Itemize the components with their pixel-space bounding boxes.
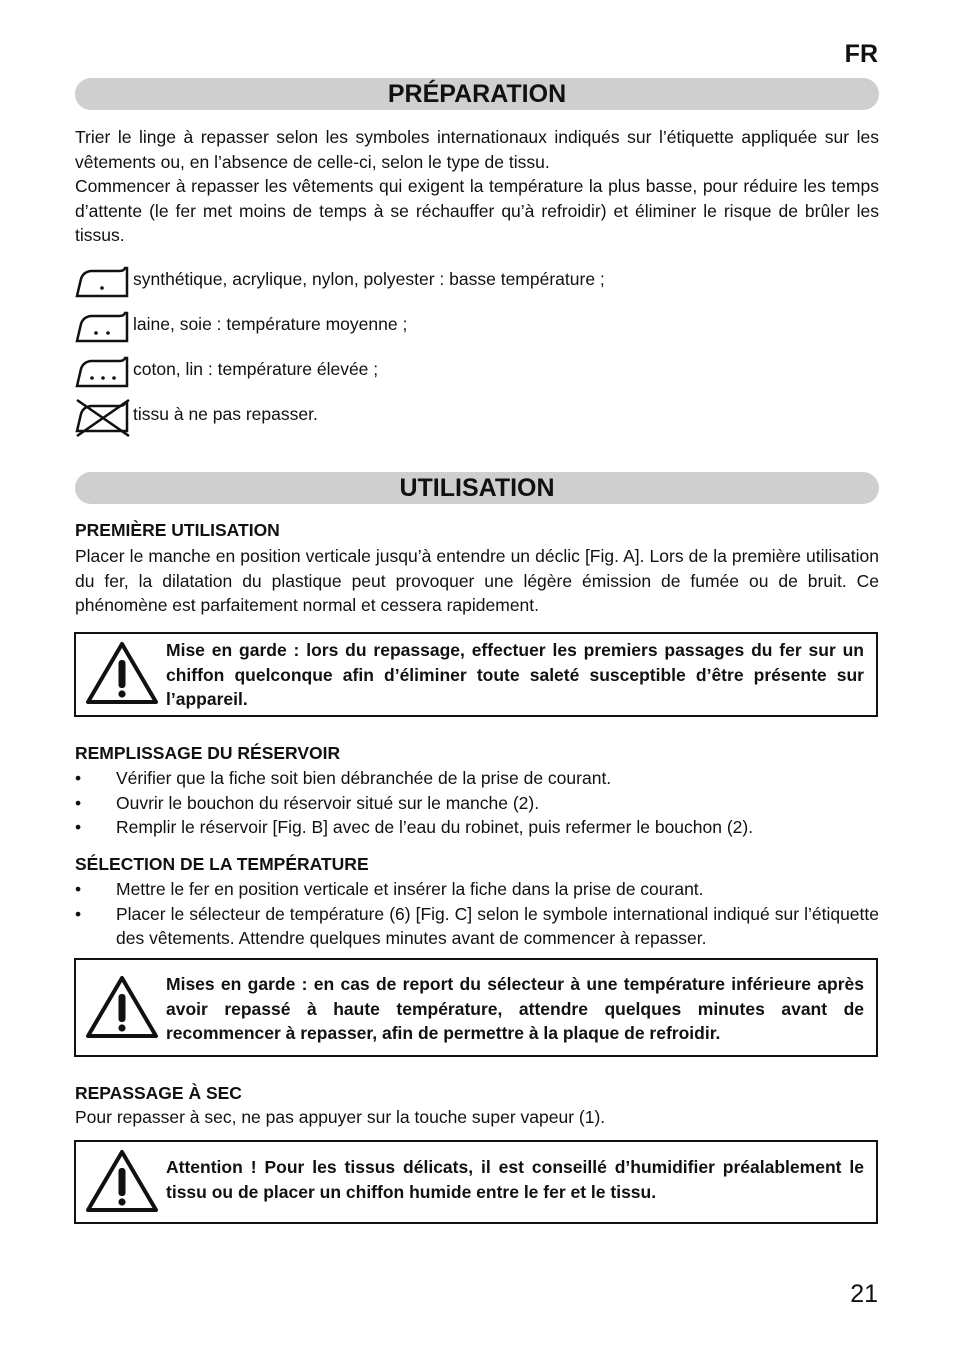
warning-text: Attention ! Pour les tissus délicats, il est conseillé d’humidifier préalablement le tissu ou de placer un chiffon humide entre le fer et le tissu. [166, 1157, 864, 1202]
selection-list [75, 877, 879, 951]
subheading-selection-temperature: SÉLECTION DE LA TEMPÉRATURE [75, 854, 369, 874]
list-item-text: Remplir le réservoir [Fig. B] avec de l’eau du robinet, puis refermer le bouchon (2). [116, 817, 754, 837]
bullet-marker: • [75, 792, 82, 813]
section-title-preparation: PRÉPARATION [75, 78, 879, 110]
bullet-marker: • [75, 879, 82, 899]
list-item-text: Vérifier que la fiche soit bien débranchée de la prise de courant. [116, 768, 612, 788]
list-item [75, 877, 879, 902]
list-item-text: Ouvrir le bouchon du réservoir situé sur le manche (2). [116, 792, 540, 813]
warning-triangle-icon [84, 640, 160, 706]
bullet-marker: • [75, 768, 82, 788]
list-item-text: Placer le sélecteur de température (6) [Fig. C] selon le symbole international indiqué sur l’étiquette des vêtements. Attendre quelques minutes avant de commencer à repasser. [116, 903, 879, 948]
page-number: 21 [850, 1280, 878, 1308]
warning-text: Mise en garde : lors du repassage, effectuer les premiers passages du fer sur un chiffon quelconque afin d’éliminer toute saleté susceptible d’être présente sur l’appareil. [166, 640, 864, 709]
paragraph: Commencer à repasser les vêtements qui exigent la température la plus basse, pour réduire les temps d’attente (le fer met moins de temps à se réchauffer qu’à refroidir) et éliminer le risque de brûler les tissus. [75, 176, 879, 245]
warning-triangle-icon [84, 974, 160, 1040]
warning-box [74, 632, 878, 717]
premiere-utilisation-text [75, 544, 879, 618]
paragraph: Trier le linge à repasser selon les symboles internationaux indiqués sur l’étiquette appliquée sur les vêtements ou, en l’absence de celle-ci, selon le type de tissu. [75, 127, 879, 172]
paragraph: Placer le manche en position verticale jusqu’à entendre un déclic [Fig. A]. Lors de la première utilisation du fer, la dilatation du plastique peut provoquer une légère émission de fumée ou de bruit. Ce phénomène est parfaitement normal et cessera rapidement. [75, 546, 879, 615]
warning-text: Mises en garde : en cas de report du sélecteur à une température inférieure après avoir repassé à haute température, attendre quelques minutes avant de recommencer à repasser, afin de permettre à la plaque de refroidir. [166, 974, 864, 1043]
list-item-text: Mettre le fer en position verticale et insérer la fiche dans la prise de courant. [116, 879, 704, 899]
list-item [75, 902, 879, 951]
warning-box [74, 1140, 878, 1224]
list-item [75, 815, 879, 840]
symbol-description: tissu à ne pas repasser. [133, 404, 318, 424]
warning-box [74, 958, 878, 1057]
section-title-utilisation: UTILISATION [75, 472, 879, 504]
iron-three-dots-icon [75, 353, 131, 389]
symbol-description: coton, lin : température élevée ; [133, 359, 379, 379]
symbol-description: synthétique, acrylique, nylon, polyester : basse température ; [133, 269, 605, 289]
warning-triangle-icon [84, 1148, 160, 1214]
subheading-repassage-sec: REPASSAGE À SEC [75, 1083, 242, 1103]
bullet-marker: • [75, 817, 82, 837]
iron-two-dots-icon [75, 308, 131, 344]
repassage-sec-text [75, 1105, 879, 1130]
bullet-marker: • [75, 903, 82, 924]
language-tag: FR [844, 40, 878, 68]
paragraph: Pour repasser à sec, ne pas appuyer sur la touche super vapeur (1). [75, 1107, 606, 1127]
list-item [75, 766, 879, 791]
subheading-remplissage: REMPLISSAGE DU RÉSERVOIR [75, 743, 341, 763]
iron-crossed-icon [75, 398, 131, 438]
preparation-text [75, 125, 879, 248]
list-item [75, 791, 879, 816]
symbol-description: laine, soie : température moyenne ; [133, 314, 408, 334]
iron-one-dot-icon [75, 263, 131, 299]
remplissage-list [75, 766, 879, 840]
subheading-premiere-utilisation: PREMIÈRE UTILISATION [75, 520, 280, 540]
